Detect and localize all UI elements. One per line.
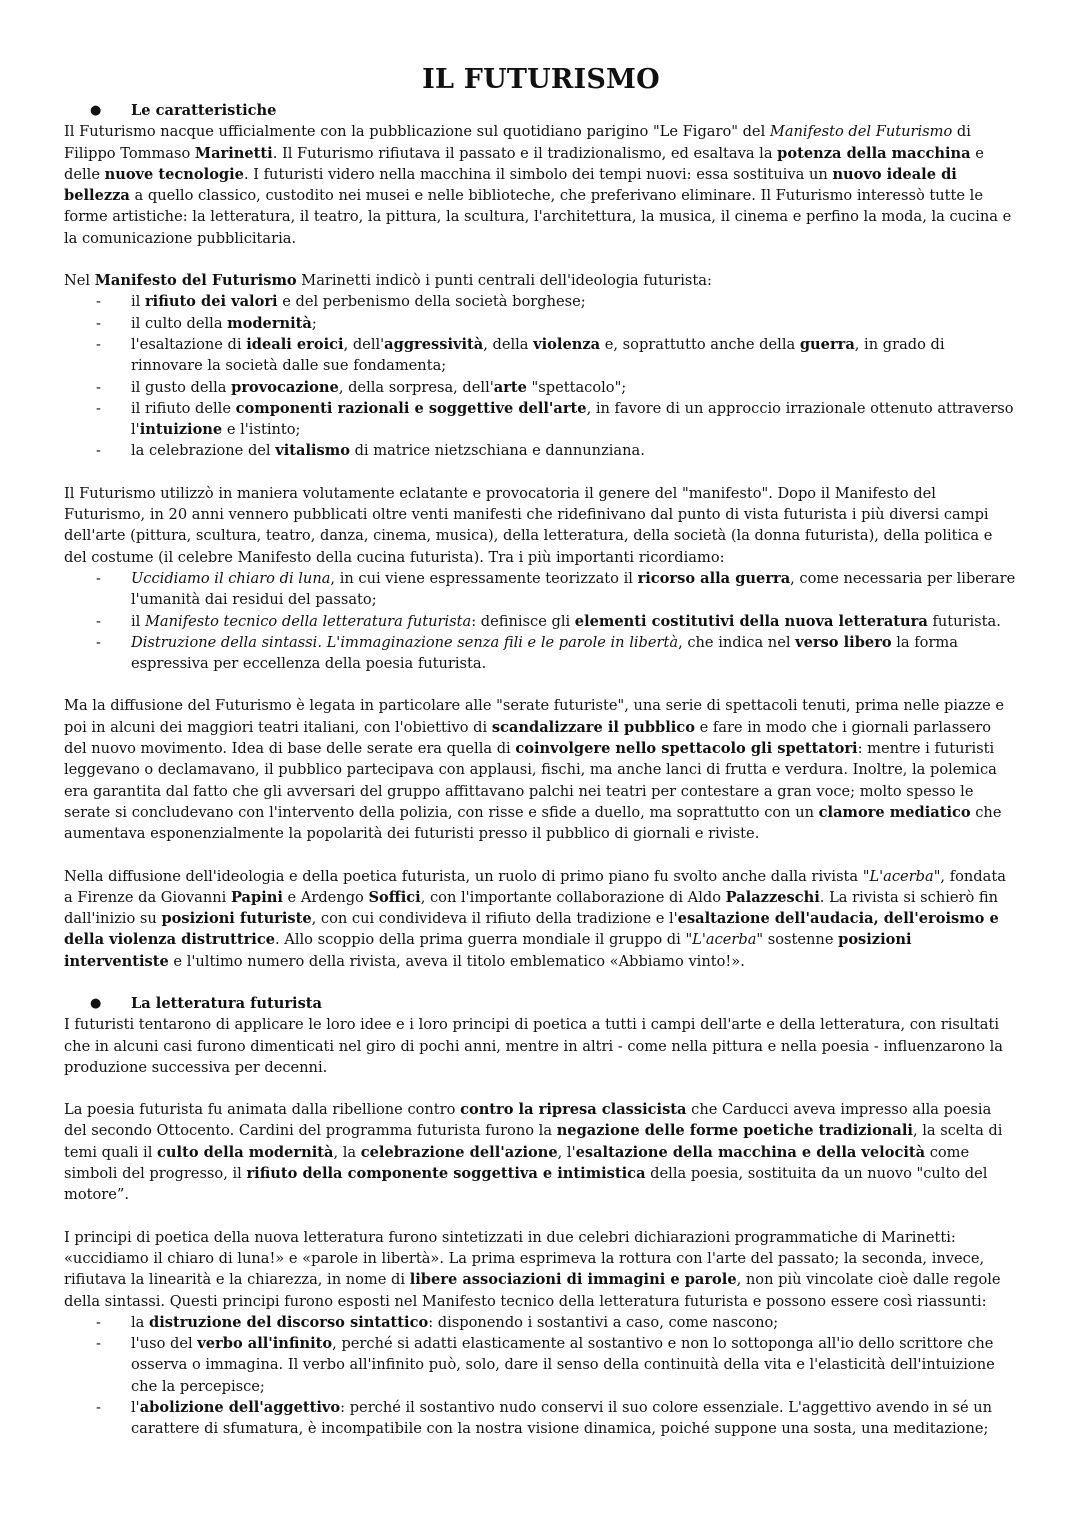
bold-text: distruzione del discorso sintattico xyxy=(149,1313,429,1331)
text-run: e l'istinto; xyxy=(222,421,301,439)
text-run: che aumentava esponenzialmente la popolarità dei futuristi presso il pubblico di giornali e riviste. xyxy=(64,803,1002,843)
section-heading-label: Le caratteristiche xyxy=(131,102,277,119)
text-run: la forma espressiva per eccellenza della poesia futurista. xyxy=(131,633,958,673)
bold-text: Soffici xyxy=(368,888,421,906)
bold-text: clamore mediatico xyxy=(818,803,971,821)
bold-text: scandalizzare il pubblico xyxy=(491,718,695,736)
bold-text: posizioni futuriste xyxy=(161,910,312,928)
bold-text: abolizione dell'aggettivo xyxy=(139,1399,341,1417)
dash-bullet-icon: - xyxy=(96,633,101,651)
bold-text: posizioni interventiste xyxy=(64,931,912,970)
text-run: a quello classico, custodito nei musei e nelle biblioteche, che preferivano eliminare. Il Futurismo interessò tutte le forme artistiche: la letteratura, il teatro, la pittura, la scultura, l'architettura, la musica, il cinema e perfino la moda, la cucina e la comunicazione pubblicitaria. xyxy=(64,187,1012,247)
bold-text: ideali eroici xyxy=(246,335,344,353)
text-run: , della xyxy=(483,335,534,353)
bold-text: modernità xyxy=(227,314,312,332)
text-run: : definisce gli xyxy=(471,612,575,630)
bullet-icon: ● xyxy=(90,103,102,118)
list-item xyxy=(64,632,1018,675)
section-heading-letteratura xyxy=(64,993,1018,1014)
italic-text: Distruzione della sintassi. L'immaginazione senza fili e le parole in libertà xyxy=(131,633,679,651)
text-run: , in cui viene espressamente teorizzato il xyxy=(330,569,638,587)
text-run: "spettacolo"; xyxy=(526,378,627,396)
text-run: , la xyxy=(333,1143,361,1161)
bold-text: ricorso alla guerra xyxy=(637,569,791,587)
bullet-icon: ● xyxy=(90,995,102,1011)
paragraph-letteratura-intro xyxy=(64,1014,1018,1078)
text-run: il xyxy=(131,612,145,630)
text-run: , dell' xyxy=(343,335,385,353)
text-run: e delle xyxy=(64,144,984,183)
bold-text: provocazione xyxy=(231,378,339,396)
list-item xyxy=(64,334,1018,377)
text-run: il rifiuto delle xyxy=(131,399,236,417)
bold-text: contro la ripresa classicista xyxy=(460,1101,687,1119)
paragraph-lacerba xyxy=(64,866,1018,972)
dash-bullet-icon: - xyxy=(96,399,101,417)
list-manifesto-points xyxy=(64,291,1018,461)
section-heading-caratteristiche xyxy=(64,100,1018,121)
italic-text: Manifesto del Futurismo xyxy=(769,123,953,141)
text-run: e del perbenismo della società borghese; xyxy=(277,293,586,311)
bold-text: vitalismo xyxy=(275,442,350,460)
bold-text: aggressività xyxy=(384,335,484,353)
text-run: ; xyxy=(311,314,317,332)
bold-text: nuove tecnologie xyxy=(104,165,244,183)
bold-text: libere associazioni di immagini e parole xyxy=(409,1271,737,1289)
text-run: I futuristi tentarono di applicare le loro idee e i loro principi di poetica a tutti i campi dell'arte e della letteratura, con risultati che in alcuni casi furono dimenticati nel giro di pochi anni, mentre in altri - come nella pittura e nella poesia - influenzarono la produzione successiva per decenni. xyxy=(64,1016,1003,1076)
text-run: di Filippo Tommaso xyxy=(64,123,971,162)
text-run: " sostenne xyxy=(756,931,839,949)
list-item xyxy=(64,313,1018,334)
bold-text: nuovo ideale di bellezza xyxy=(64,165,957,205)
bold-text: elementi costitutivi della nuova letteratura xyxy=(574,612,928,630)
text-run: ", fondata a Firenze da Giovanni xyxy=(64,867,1006,906)
text-run: . Allo scoppio della prima guerra mondiale il gruppo di " xyxy=(275,931,693,949)
text-run: I principi di poetica della nuova letteratura furono sintetizzati in due celebri dichiarazioni programmatiche di Marinetti: «uccidiamo il chiaro di luna!» e «parole in libertà». La prima esprimeva la rottura con l'arte del passato; la seconda, invece, rifiutava la linearità e la chiarezza, in nome di xyxy=(64,1228,985,1289)
dash-bullet-icon: - xyxy=(96,612,101,630)
text-run: , l' xyxy=(557,1143,576,1161)
bold-text: verbo all'infinito xyxy=(197,1335,333,1353)
bold-text: esaltazione dell'audacia, dell'eroismo e della violenza distruttrice xyxy=(64,910,999,949)
list-item xyxy=(64,377,1018,398)
text-run: . I futuristi videro nella macchina il simbolo dei tempi nuovi: essa sostituiva un xyxy=(243,165,833,183)
paragraph-manifesti xyxy=(64,483,1018,568)
text-run: Ma la diffusione del Futurismo è legata in particolare alle "serate futuriste", una serie di spettacoli tenuti, prima nelle piazze e poi in alcuni dei maggiori teatri italiani, con l'obiettivo di xyxy=(64,697,1005,736)
text-run: . La rivista si schierò fin dall'inizio su xyxy=(64,888,999,928)
paragraph-manifesto-intro xyxy=(64,270,1018,291)
bold-text: celebrazione dell'azione xyxy=(360,1143,558,1161)
text-run: la xyxy=(131,1313,150,1331)
text-run: Nel xyxy=(64,272,95,290)
text-run: l'uso del xyxy=(131,1335,198,1353)
paragraph-poesia xyxy=(64,1099,1018,1205)
bold-text: componenti razionali e soggettive dell'arte xyxy=(235,399,587,417)
bold-text: culto della modernità xyxy=(157,1143,334,1161)
list-item xyxy=(64,1397,1018,1440)
page-title: IL FUTURISMO xyxy=(422,64,660,95)
dash-bullet-icon: - xyxy=(96,378,101,396)
text-run: il culto della xyxy=(131,314,228,332)
text-run: la celebrazione del xyxy=(131,442,276,460)
bold-text: potenza della macchina xyxy=(777,144,971,162)
dash-bullet-icon: - xyxy=(96,1313,101,1331)
text-run: , non più vincolate cioè dalle regole della sintassi. Questi principi furono esposti nel Manifesto tecnico della letteratura futurista e possono essere così riassunti: xyxy=(64,1271,1001,1310)
list-principi xyxy=(64,1312,1018,1440)
italic-text: L'acerba xyxy=(869,867,934,885)
bold-text: violenza xyxy=(533,335,601,353)
text-run: . Il Futurismo rifiutava il passato e il tradizionalismo, ed esaltava la xyxy=(272,144,778,162)
text-run: , come necessaria per liberare l'umanità dai residui del passato; xyxy=(131,569,1016,609)
bold-text: rifiuto della componente soggettiva e intimistica xyxy=(246,1165,646,1183)
text-run: , perché si adatti elasticamente al sostantivo e non lo sottoponga all'io dello scrittore che osserva o immagina. Il verbo all'infinito può, solo, dare il senso della continuità della vita e l'elasticità dell'intuizione che la percepisce; xyxy=(131,1335,995,1395)
text-run: Il Futurismo nacque ufficialmente con la pubblicazione sul quotidiano parigino "Le Figaro" del xyxy=(64,123,770,141)
bold-text: Palazzeschi xyxy=(725,888,820,906)
text-run: : mentre i futuristi leggevano o declamavano, il pubblico partecipava con applausi, fischi, ma anche lanci di frutta e verdura. Inoltre, la polemica era garantita dal fatto che gli avversari del gruppo affittavano palchi nei teatri per contestare a gran voce; molto spesso le serate si concludevano con l'intervento della polizia, con risse e sfide a duello, ma soprattutto con un xyxy=(64,740,997,821)
text-run: Il Futurismo utilizzò in maniera volutamente eclatante e provocatoria il genere del "manifesto". Dopo il Manifesto del Futurismo, in 20 anni vennero pubblicati oltre venti manifesti che ridefinivano dal punto di vista futurista i più diversi campi dell'arte (pittura, scultura, teatro, danza, cinema, musica), della letteratura, della società (la donna futurista), della politica e del costume (il celebre Manifesto della cucina futurista). Tra i più importanti ricordiamo: xyxy=(64,484,993,566)
text-run: e Ardengo xyxy=(282,888,369,906)
bold-text: rifiuto dei valori xyxy=(144,293,278,311)
bold-text: arte xyxy=(493,378,527,396)
paragraph-serate xyxy=(64,695,1018,844)
paragraph-intro xyxy=(64,121,1018,249)
list-item xyxy=(64,568,1018,611)
italic-text: Manifesto tecnico della letteratura futurista xyxy=(144,612,472,630)
text-run: Nella diffusione dell'ideologia e della poetica futurista, un ruolo di primo piano fu svolto anche dalla rivista " xyxy=(64,867,870,885)
text-run: l' xyxy=(131,1399,140,1417)
text-run: , con cui condivideva il rifiuto della tradizione e l' xyxy=(311,910,678,928)
list-item xyxy=(64,1333,1018,1397)
text-run: e l'ultimo numero della rivista, aveva il titolo emblematico «Abbiamo vinto!». xyxy=(168,952,745,970)
text-run: , della sorpresa, dell' xyxy=(338,378,494,396)
dash-bullet-icon: - xyxy=(96,314,101,332)
italic-text: Uccidiamo il chiaro di luna xyxy=(131,569,331,587)
paragraph-principi xyxy=(64,1227,1018,1312)
dash-bullet-icon: - xyxy=(96,1335,101,1353)
text-run: della poesia, sostituita da un nuovo "culto del motore”. xyxy=(64,1165,988,1204)
text-run: come simboli del progresso, il xyxy=(64,1143,970,1183)
dash-bullet-icon: - xyxy=(96,569,101,587)
bold-text: guerra xyxy=(799,335,855,353)
text-run: Marinetti indicò i punti centrali dell'ideologia futurista: xyxy=(296,272,712,290)
text-run: di matrice nietzschiana e dannunziana. xyxy=(349,442,645,460)
bold-text: intuizione xyxy=(139,421,223,439)
text-run: : disponendo i sostantivi a caso, come nascono; xyxy=(428,1313,779,1331)
text-run: , che indica nel xyxy=(678,633,796,651)
dash-bullet-icon: - xyxy=(96,335,101,353)
dash-bullet-icon: - xyxy=(96,442,101,460)
text-run: , in grado di rinnovare la società dalle sue fondamenta; xyxy=(131,335,945,375)
text-run: e, soprattutto anche della xyxy=(600,335,800,353)
bold-text: Marinetti xyxy=(194,144,273,162)
bold-text: negazione delle forme poetiche tradizionali xyxy=(556,1122,913,1140)
list-item xyxy=(64,398,1018,441)
text-run: l'esaltazione di xyxy=(131,335,247,353)
bold-text: coinvolgere nello spettacolo gli spettatori xyxy=(515,740,858,758)
text-run: futurista. xyxy=(927,612,1001,630)
bold-text: esaltazione della macchina e della velocità xyxy=(575,1143,926,1161)
list-item xyxy=(64,440,1018,461)
dash-bullet-icon: - xyxy=(96,293,101,311)
text-run: , la scelta di temi quali il xyxy=(64,1122,1003,1161)
text-run: La poesia futurista fu animata dalla ribellione contro xyxy=(64,1101,461,1119)
text-run: il xyxy=(131,293,145,311)
list-item xyxy=(64,611,1018,632)
text-run: , in favore di un approccio irrazionale ottenuto attraverso l' xyxy=(131,399,1014,439)
bold-text: verso libero xyxy=(795,633,892,651)
list-manifesti xyxy=(64,568,1018,674)
text-run: e fare in modo che i giornali parlassero del nuovo movimento. Idea di base delle serate era quella di xyxy=(64,718,992,758)
text-run: , con l'importante collaborazione di Aldo xyxy=(420,888,726,906)
list-item xyxy=(64,291,1018,312)
bold-text: Papini xyxy=(230,888,283,906)
text-run: che Carducci aveva impresso alla poesia del secondo Ottocento. Cardini del programma futurista furono la xyxy=(64,1101,992,1140)
text-run: il gusto della xyxy=(131,378,232,396)
italic-text: L'acerba xyxy=(692,931,757,949)
dash-bullet-icon: - xyxy=(96,1399,101,1417)
text-run: : perché il sostantivo nudo conservi il suo colore essenziale. L'aggettivo avendo in sé un carattere di sfumatura, è incompatibile con la nostra visione dinamica, poiché suppone una sosta, una meditazione; xyxy=(131,1399,993,1438)
section-heading-label: La letteratura futurista xyxy=(131,994,323,1012)
bold-text: Manifesto del Futurismo xyxy=(94,272,297,290)
list-item xyxy=(64,1312,1018,1333)
